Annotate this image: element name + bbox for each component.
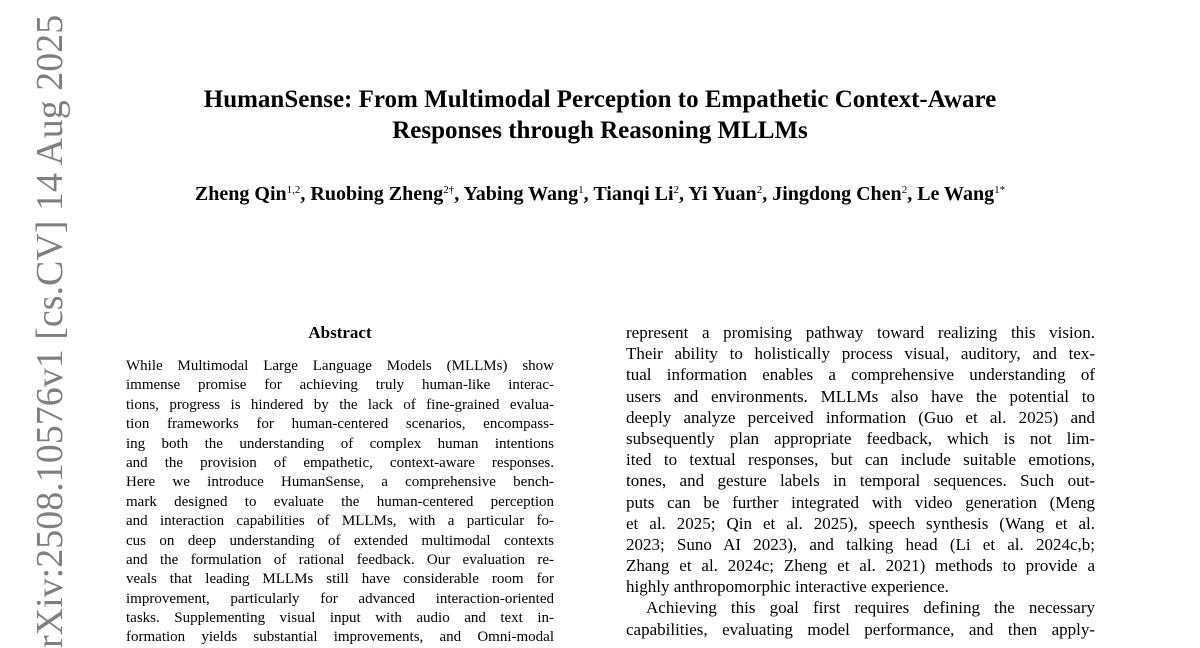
body-line: highly anthropomorphic interactive experience. — [626, 577, 949, 597]
abstract-line: formation yields substantial improvements, and Omni-modal — [126, 629, 554, 646]
introduction-body-text — [626, 322, 1095, 640]
author: Jingdong Chen$^2$ — [772, 183, 908, 205]
abstract-line: ing both the understanding of complex human intentions — [126, 435, 554, 452]
body-line: users and environments. MLLMs also have the potential to — [626, 386, 1095, 406]
body-line: Achieving this goal first requires defining the necessary — [646, 598, 1095, 618]
author: Tianqi Li$^2$ — [593, 183, 680, 205]
body-line: tones, and gesture labels in temporal sequences. Such out- — [626, 471, 1095, 491]
body-line: et al. 2025; Qin et al. 2025), speech synthesis (Wang et al. — [626, 513, 1095, 533]
body-line: puts can be further integrated with video generation (Meng — [626, 492, 1095, 512]
arxiv-identifier-stamp: rXiv:2508.10576v1 [cs.CV] 14 Aug 2025 — [29, 14, 71, 648]
body-line: Zhang et al. 2024c; Zheng et al. 2021) methods to provide a — [626, 556, 1095, 576]
abstract-line: Here we introduce HumanSense, a comprehensive bench- — [126, 474, 554, 491]
author: Yi Yuan$^2$ — [688, 183, 763, 205]
title-line-2: Responses through Reasoning MLLMs — [392, 117, 808, 144]
abstract-line: and the provision of empathetic, context-aware responses. — [126, 454, 554, 471]
author: Le Wang$^{1*}$ — [917, 183, 1006, 205]
body-line: subsequently plan appropriate feedback, which is not lim- — [626, 428, 1095, 448]
abstract-line: immense promise for achieving truly human-like interac- — [126, 377, 554, 394]
abstract-section — [126, 322, 554, 648]
body-line: ited to textual responses, but can include suitable emotions, — [626, 450, 1095, 470]
abstract-line: tasks. Supplementing visual input with audio and text in- — [126, 610, 554, 627]
paper-title — [100, 84, 1100, 146]
author: Zheng Qin$^{1,2}$ — [194, 183, 301, 205]
abstract-line: improvement, particularly for advanced interaction-oriented — [126, 590, 554, 607]
abstract-line: tion frameworks for human-centered scenarios, encompass- — [126, 416, 554, 433]
author-list: Zheng Qin$^{1,2}$, Ruobing Zheng$^{2\dagger}$, Yabing Wang$^1$, Tianqi Li$^2$, Yi Yuan$^2$, Jingdong Chen$^2$, Le Wang$^{1*}$ — [194, 183, 1006, 205]
abstract-line: and interaction capabilities of MLLMs, with a particular fo- — [126, 513, 554, 530]
abstract-line: cus on deep understanding of extended multimodal contexts — [126, 532, 554, 549]
abstract-line: veals that leading MLLMs still have considerable room for — [126, 571, 554, 588]
body-line: deeply analyze perceived information (Guo et al. 2025) and — [626, 407, 1095, 427]
body-line: capabilities, evaluating model performance, and then apply- — [626, 619, 1095, 639]
body-line: tual information enables a comprehensive understanding of — [626, 365, 1095, 385]
abstract-line: and the formulation of rational feedback. Our evaluation re- — [126, 551, 554, 568]
body-line: Their ability to holistically process visual, auditory, and tex- — [626, 344, 1095, 364]
title-line-1: HumanSense: From Multimodal Perception to Empathetic Context-Aware — [203, 86, 997, 113]
author: Yabing Wang$^1$ — [463, 183, 584, 205]
abstract-line: tions, progress is hindered by the lack of fine-grained evalua- — [126, 396, 554, 413]
abstract-line: While Multimodal Large Language Models (MLLMs) show — [126, 358, 554, 374]
author: Ruobing Zheng$^{2\dagger}$ — [310, 183, 455, 205]
abstract-heading: Abstract — [308, 323, 372, 342]
body-line: 2023; Suno AI 2023), and talking head (Li et al. 2024c,b; — [626, 534, 1095, 554]
body-line: represent a promising pathway toward realizing this vision. — [626, 323, 1095, 342]
abstract-line: mark designed to evaluate the human-centered perception — [126, 493, 554, 510]
